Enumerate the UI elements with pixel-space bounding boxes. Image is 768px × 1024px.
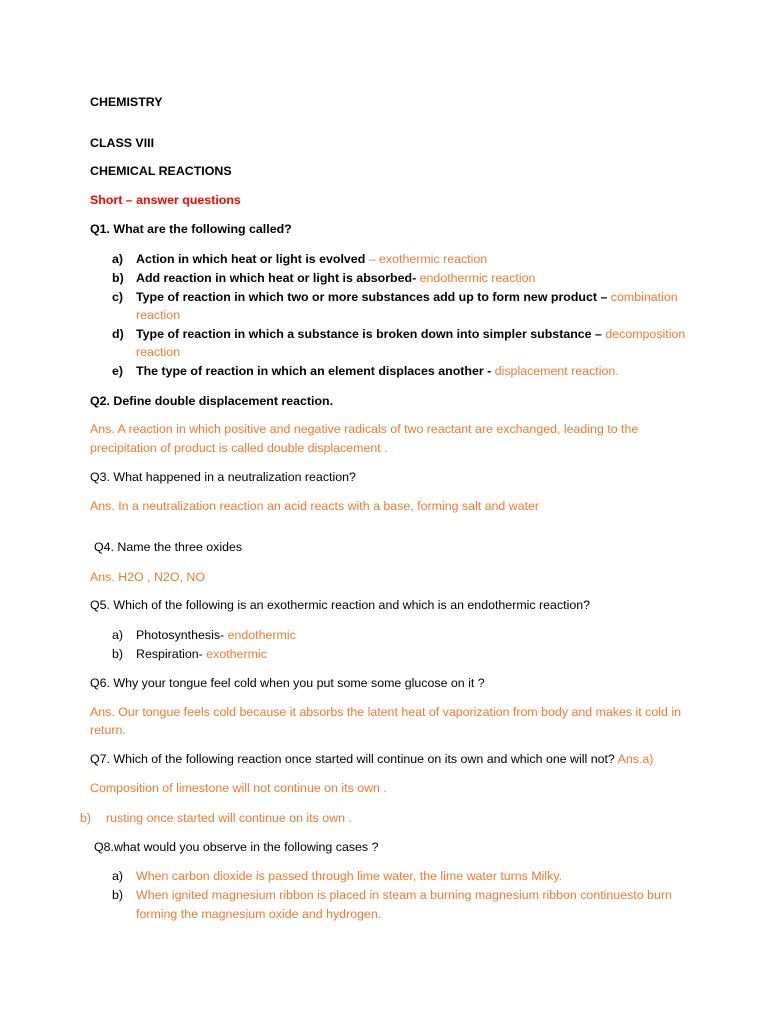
q7-question: Q7. Which of the following reaction once started will continue on its own and which one will not? — [90, 752, 618, 766]
item-answer: endothermic reaction — [419, 271, 536, 285]
q7-answer-b-label: b) — [80, 811, 92, 825]
q5-question: Q5. Which of the following is an exothermic reaction and which is an endothermic reaction? — [90, 598, 591, 612]
q3-question: Q3. What happened in a neutralization reaction? — [90, 470, 356, 484]
class-heading: CLASS VIII — [90, 136, 155, 150]
item-text: Add reaction in which heat or light is absorbed- — [136, 271, 420, 285]
q1-item-a — [112, 251, 487, 267]
q6-answer-line-2: return. — [90, 723, 126, 737]
q3-answer: Ans. In a neutralization reaction an acid reacts with a base, forming salt and water — [90, 499, 540, 513]
q5-item-b — [112, 646, 267, 662]
q7-answer-b-line — [80, 810, 352, 826]
section-heading: Short – answer questions — [90, 193, 241, 207]
item-label: c) — [112, 290, 124, 304]
item-text: Photosynthesis- — [136, 628, 228, 642]
item-label: a) — [112, 252, 124, 266]
item-text: Respiration- — [136, 647, 207, 661]
item-answer: exothermic — [206, 647, 267, 661]
chapter-heading: CHEMICAL REACTIONS — [90, 164, 232, 178]
q1-question: Q1. What are the following called? — [90, 222, 292, 236]
q2-answer-line-1: Ans. A reaction in which positive and negative radicals of two reactant are exchanged, leading to the — [90, 422, 639, 436]
q1-item-e — [112, 363, 619, 379]
item-label: a) — [112, 869, 124, 883]
item-label: b) — [112, 888, 124, 902]
item-text: The type of reaction in which an element displaces another - — [136, 364, 495, 378]
q6-answer-line-1: Ans. Our tongue feels cold because it absorbs the latent heat of vaporization from body and makes it cold in — [90, 705, 681, 719]
item-label: b) — [112, 647, 124, 661]
q8-item-b — [112, 887, 672, 903]
item-label: e) — [112, 364, 124, 378]
item-text: Type of reaction in which a substance is broken down into simpler substance – — [136, 327, 606, 341]
q5-item-a — [112, 627, 296, 643]
q7-answer-a-label: Ans.a) — [617, 752, 654, 766]
q2-question: Q2. Define double displacement reaction. — [90, 394, 334, 408]
item-label: d) — [112, 327, 124, 341]
q8-item-a — [112, 868, 562, 884]
item-label: b) — [112, 271, 124, 285]
q8-question: Q8.what would you observe in the following cases ? — [94, 840, 379, 854]
q1-item-c — [112, 289, 678, 305]
q7-answer-b: rusting once started will continue on its own . — [106, 811, 352, 825]
item-answer: decomposition — [605, 327, 686, 341]
item-answer: – exothermic reaction — [368, 252, 488, 266]
q2-answer-line-2: precipitation of product is called double displacement . — [90, 441, 388, 455]
item-answer: When ignited magnesium ribbon is placed in steam a burning magnesium ribbon continuesto burn — [136, 888, 672, 902]
q4-question: Q4. Name the three oxides — [94, 540, 243, 554]
subject-heading: CHEMISTRY — [90, 95, 163, 109]
q7-answer-a: Composition of limestone will not continue on its own . — [90, 781, 387, 795]
q1-item-c-answer-cont: reaction — [136, 308, 181, 322]
q4-answer: Ans. H2O , N2O, NO — [90, 570, 205, 584]
item-answer: When carbon dioxide is passed through lime water, the lime water turns Milky. — [136, 869, 563, 883]
q1-item-d — [112, 326, 685, 342]
item-answer: combination — [610, 290, 678, 304]
item-text: Type of reaction in which two or more substances add up to form new product – — [136, 290, 611, 304]
q6-question: Q6. Why your tongue feel cold when you put some some glucose on it ? — [90, 676, 485, 690]
q1-item-d-answer-cont: reaction — [136, 345, 181, 359]
item-label: a) — [112, 628, 124, 642]
q8-item-b-answer-cont: forming the magnesium oxide and hydrogen. — [136, 907, 382, 921]
item-answer: endothermic — [227, 628, 296, 642]
q1-item-b — [112, 270, 535, 286]
item-text: Action in which heat or light is evolved — [136, 252, 369, 266]
q7-question-line — [90, 751, 653, 767]
item-answer: displacement reaction. — [494, 364, 619, 378]
